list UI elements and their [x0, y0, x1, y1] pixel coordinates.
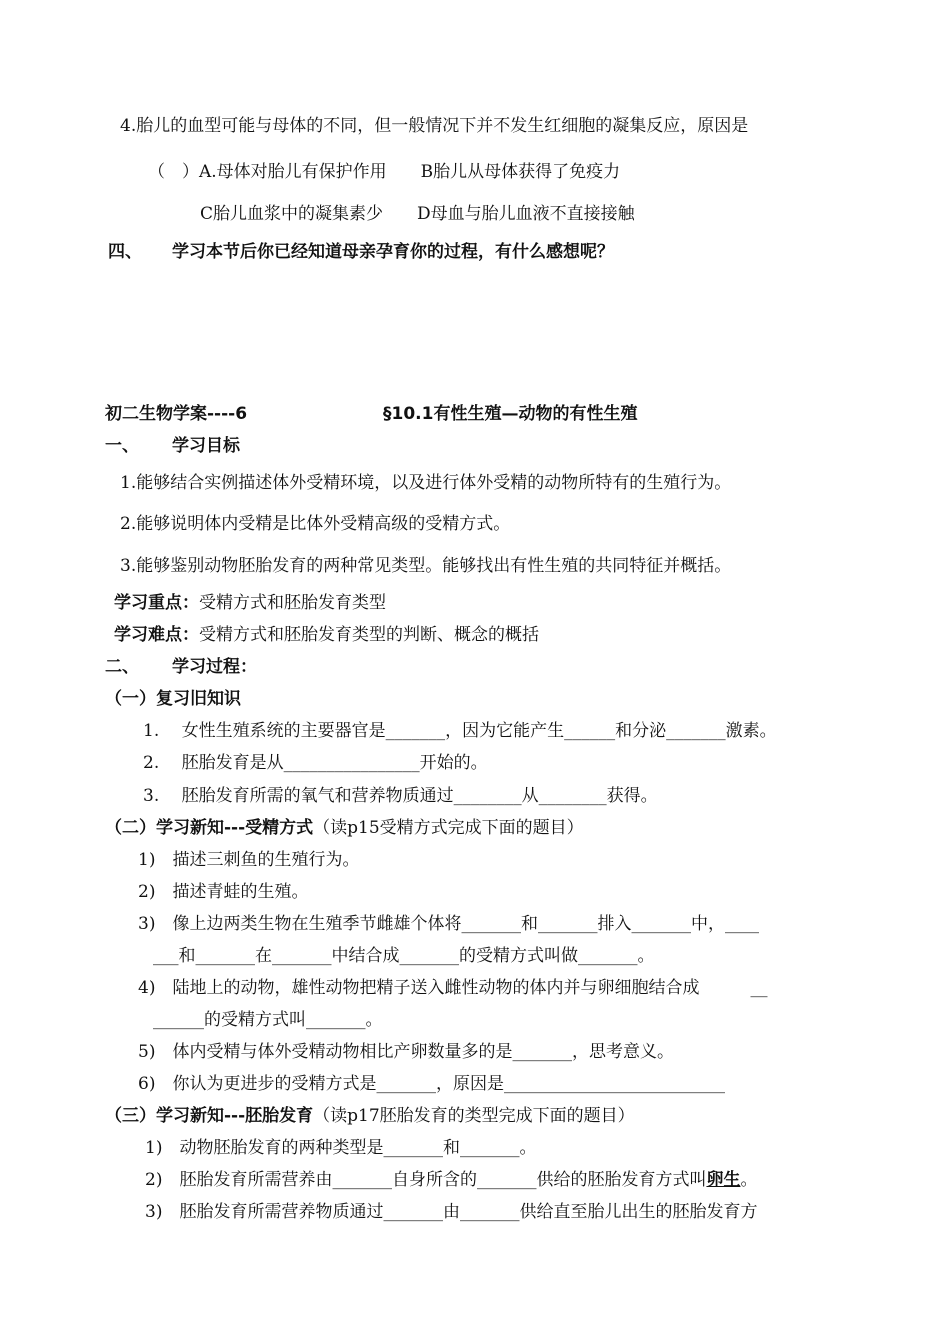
fertilization-item: 6) 你认为更进步的受精方式是_______，原因是__________________________: [138, 1074, 725, 1094]
fertilization-item: 1) 描述三刺鱼的生殖行为。: [138, 850, 360, 870]
fertilization-item: 2) 描述青蛙的生殖。: [138, 882, 309, 902]
embryo-item: 1) 动物胚胎发育的两种类型是_______和_______。: [145, 1138, 537, 1158]
key-points-text: 受精方式和胚胎发育类型: [199, 593, 386, 613]
process-title: 学习过程：: [172, 657, 257, 677]
fertilization-item: 4) 陆地上的动物，雄性动物把精子送入雌性动物的体内并与卵细胞结合成 __: [138, 978, 768, 998]
goal-item: 3.能够鉴别动物胚胎发育的两种常见类型。能够找出有性生殖的共同特征并概括。: [120, 556, 732, 576]
review-item: 2. 胚胎发育是从________________开始的。: [143, 753, 488, 773]
embryo-item: 3) 胚胎发育所需营养物质通过_______由_______供给直至胎儿出生的胚胎发育方: [145, 1202, 758, 1222]
key-points-label: 学习重点：: [114, 593, 199, 613]
goals-title: 学习目标: [172, 436, 240, 456]
review-item: 3. 胚胎发育所需的氧气和营养物质通过________从________获得。: [143, 786, 658, 806]
goals-number: 一、: [105, 436, 139, 456]
question-4-options-cd: C胎儿血浆中的凝集素少 D母血与胎儿血液不直接接触: [200, 204, 635, 224]
difficult-points-text: 受精方式和胚胎发育类型的判断、概念的概括: [199, 625, 539, 645]
embryo-note: （读p17胚胎发育的类型完成下面的题目）: [313, 1106, 635, 1126]
embryo-item-end: 。: [740, 1170, 758, 1190]
difficult-points-label: 学习难点：: [114, 625, 199, 645]
question-4-stem: 4.胎儿的血型可能与母体的不同，但一般情况下并不发生红细胞的凝集反应，原因是: [120, 116, 749, 136]
fertilization-title: （二）学习新知---受精方式: [105, 818, 314, 838]
review-title: （一）复习旧知识: [105, 689, 241, 709]
key-points: [114, 591, 386, 615]
section-4-text: 学习本节后你已经知道母亲孕育你的过程，有什么感想呢？: [172, 242, 614, 262]
difficult-points: [114, 623, 539, 647]
embryo-heading: [105, 1104, 635, 1128]
doc-series-label: 初二生物学案----6: [105, 404, 248, 424]
embryo-item-text: 2) 胚胎发育所需营养由_______自身所含的_______供给的胚胎发育方式叫: [145, 1170, 707, 1190]
review-item: 1. 女性生殖系统的主要器官是_______，因为它能产生______和分泌_______激素。: [143, 721, 777, 741]
fertilization-item: 5) 体内受精与体外受精动物相比产卵数量多的是_______，思考意义。: [138, 1042, 674, 1062]
process-number: 二、: [105, 657, 139, 677]
embryo-item: [145, 1168, 757, 1192]
oviparity-term: 卵生: [706, 1170, 741, 1190]
fertilization-item-cont: ___和_______在_______中结合成_______的受精方式叫做_______。: [153, 946, 655, 966]
fertilization-heading: [105, 816, 584, 840]
fertilization-item: 3) 像上边两类生物在生殖季节雌雄个体将_______和_______排入_______中，____: [138, 914, 759, 934]
fertilization-note: （读p15受精方式完成下面的题目）: [313, 818, 584, 838]
question-4-options-ab: （ ）A.母体对胎儿有保护作用 B胎儿从母体获得了免疫力: [148, 162, 621, 182]
fertilization-item-cont: ______的受精方式叫_______。: [153, 1010, 383, 1030]
embryo-title: （三）学习新知---胚胎发育: [105, 1106, 314, 1126]
goal-item: 2.能够说明体内受精是比体外受精高级的受精方式。: [120, 514, 511, 534]
section-4-number: 四、: [108, 242, 142, 262]
goal-item: 1.能够结合实例描述体外受精环境，以及进行体外受精的动物所特有的生殖行为。: [120, 473, 732, 493]
doc-title: §10.1有性生殖—动物的有性生殖: [383, 404, 638, 424]
